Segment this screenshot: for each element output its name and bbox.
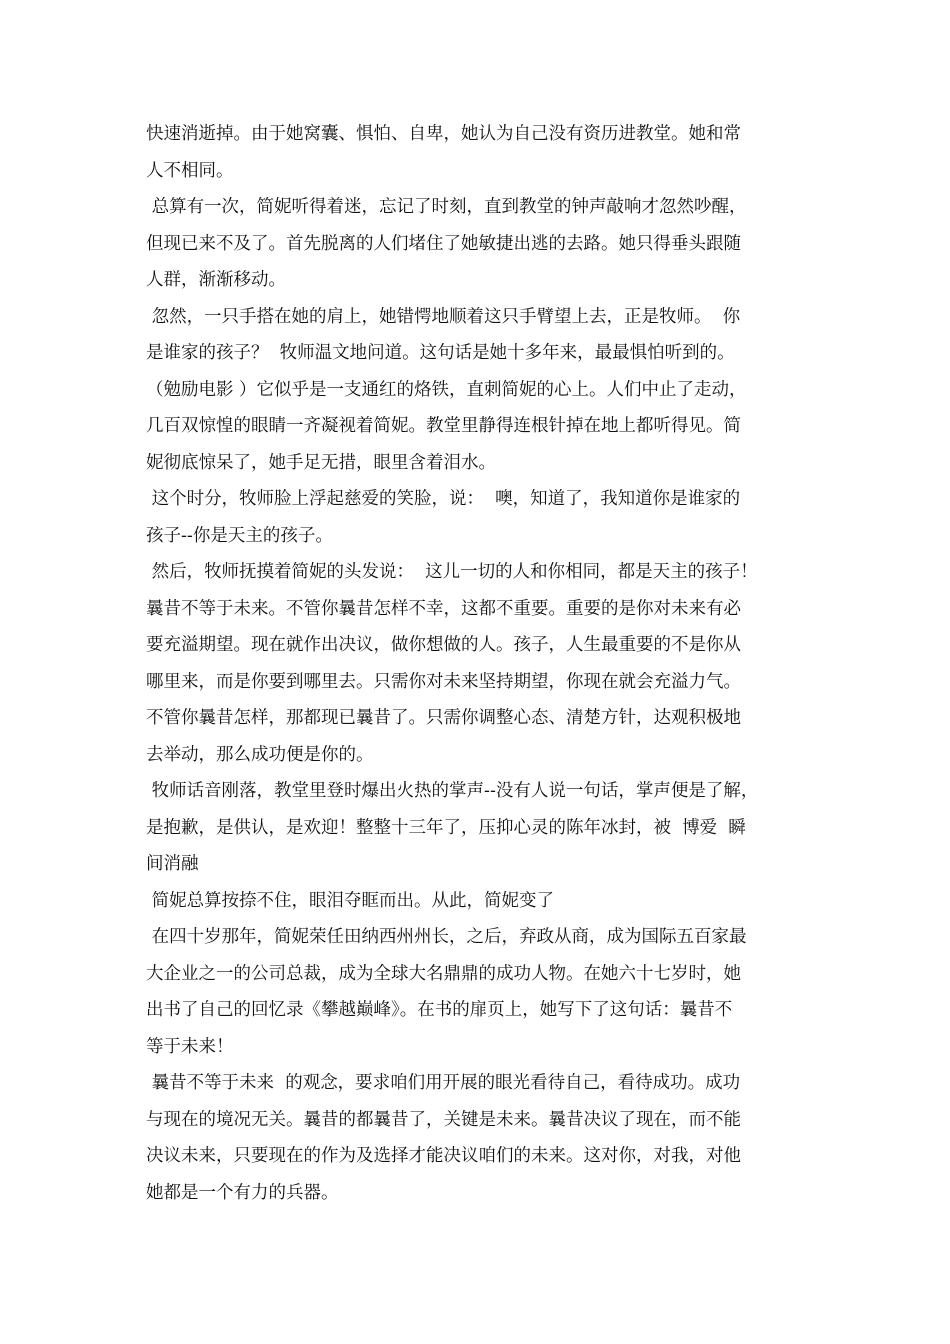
text-line: 她都是一个有力的兵器。 bbox=[146, 1182, 339, 1203]
text-line: 与现在的境况无关。曩昔的都曩昔了，关键是未来。曩昔决议了现在，而不能 bbox=[146, 1109, 741, 1130]
text-line: 是抱歉，是供认，是欢迎！整整十三年了，压抑心灵的陈年冰封，被 博爱 瞬 bbox=[146, 817, 746, 838]
text-line: 妮彻底惊呆了，她手足无措，眼里含着泪水。 bbox=[146, 452, 496, 473]
text-line: 要充溢期望。现在就作出决议，做你想做的人。孩子，人生最重要的不是你从 bbox=[146, 635, 741, 655]
text-line: 牧师话音刚落，教堂里登时爆出火热的掌声--没有人说一句话，掌声便是了解， bbox=[146, 781, 759, 801]
text-line: 间消融 bbox=[146, 854, 199, 874]
text-line: 简妮总算按捺不住，眼泪夺眶而出。从此，简妮变了 bbox=[146, 890, 555, 911]
text-line: 忽然，一只手搭在她的肩上，她错愕地顺着这只手臂望上去，正是牧师。 你 bbox=[146, 306, 741, 327]
text-line: 不管你曩昔怎样，那都现已曩昔了。只需你调整心态、清楚方针，达观积极地 bbox=[146, 708, 741, 728]
text-line: 出书了自己的回忆录《攀越巅峰》。在书的扉页上，她写下了这句话：曩昔不 bbox=[146, 1000, 733, 1020]
text-line: 总算有一次，简妮听得着迷，忘记了时刻，直到教堂的钟声敲响才忽然吵醒， bbox=[146, 197, 747, 217]
text-line: 人群，渐渐移动。 bbox=[146, 270, 286, 290]
document-text-body bbox=[146, 116, 836, 1211]
text-line: 人不相同。 bbox=[146, 160, 234, 181]
text-line: 快速消逝掉。由于她窝囊、惧怕、自卑，她认为自己没有资历进教堂。她和常 bbox=[146, 124, 741, 144]
text-line: 曩昔不等于未来 的观念，要求咱们用开展的眼光看待自己，看待成功。成功 bbox=[146, 1073, 741, 1093]
text-line: （勉励电影 ）它似乎是一支通红的烙铁，直刺简妮的心上。人们中止了走动， bbox=[146, 379, 747, 400]
text-line: 哪里来，而是你要到哪里去。只需你对未来坚持期望，你现在就会充溢力气。 bbox=[146, 671, 741, 692]
text-line: 是谁家的孩子？ 牧师温文地问道。这句话是她十多年来，最最惧怕听到的。 bbox=[146, 343, 735, 363]
text-line: 在四十岁那年，简妮荣任田纳西州州长，之后，弃政从商，成为国际五百家最 bbox=[146, 927, 747, 947]
text-line: 决议未来，只要现在的作为及选择才能决议咱们的未来。这对你，对我，对他 bbox=[146, 1146, 741, 1166]
text-line: 但现已来不及了。首先脱离的人们堵住了她敏捷出逃的去路。她只得垂头跟随 bbox=[146, 233, 741, 254]
text-line: 大企业之一的公司总裁，成为全球大名鼎鼎的成功人物。在她六十七岁时，她 bbox=[146, 963, 741, 984]
text-line: 这个时分，牧师脸上浮起慈爱的笑脸，说： 噢，知道了，我知道你是谁家的 bbox=[146, 489, 741, 509]
text-line: 曩昔不等于未来。不管你曩昔怎样不幸，这都不重要。重要的是你对未来有必 bbox=[146, 598, 741, 619]
text-line: 几百双惊惶的眼睛一齐凝视着简妮。教堂里静得连根针掉在地上都听得见。简 bbox=[146, 416, 741, 436]
text-line: 然后，牧师抚摸着简妮的头发说： 这儿一切的人和你相同，都是天主的孩子！ bbox=[146, 562, 758, 582]
text-line: 等于未来！ bbox=[146, 1036, 234, 1057]
text-line: 去举动，那么成功便是你的。 bbox=[146, 744, 374, 765]
text-line: 孩子--你是天主的孩子。 bbox=[146, 525, 333, 546]
